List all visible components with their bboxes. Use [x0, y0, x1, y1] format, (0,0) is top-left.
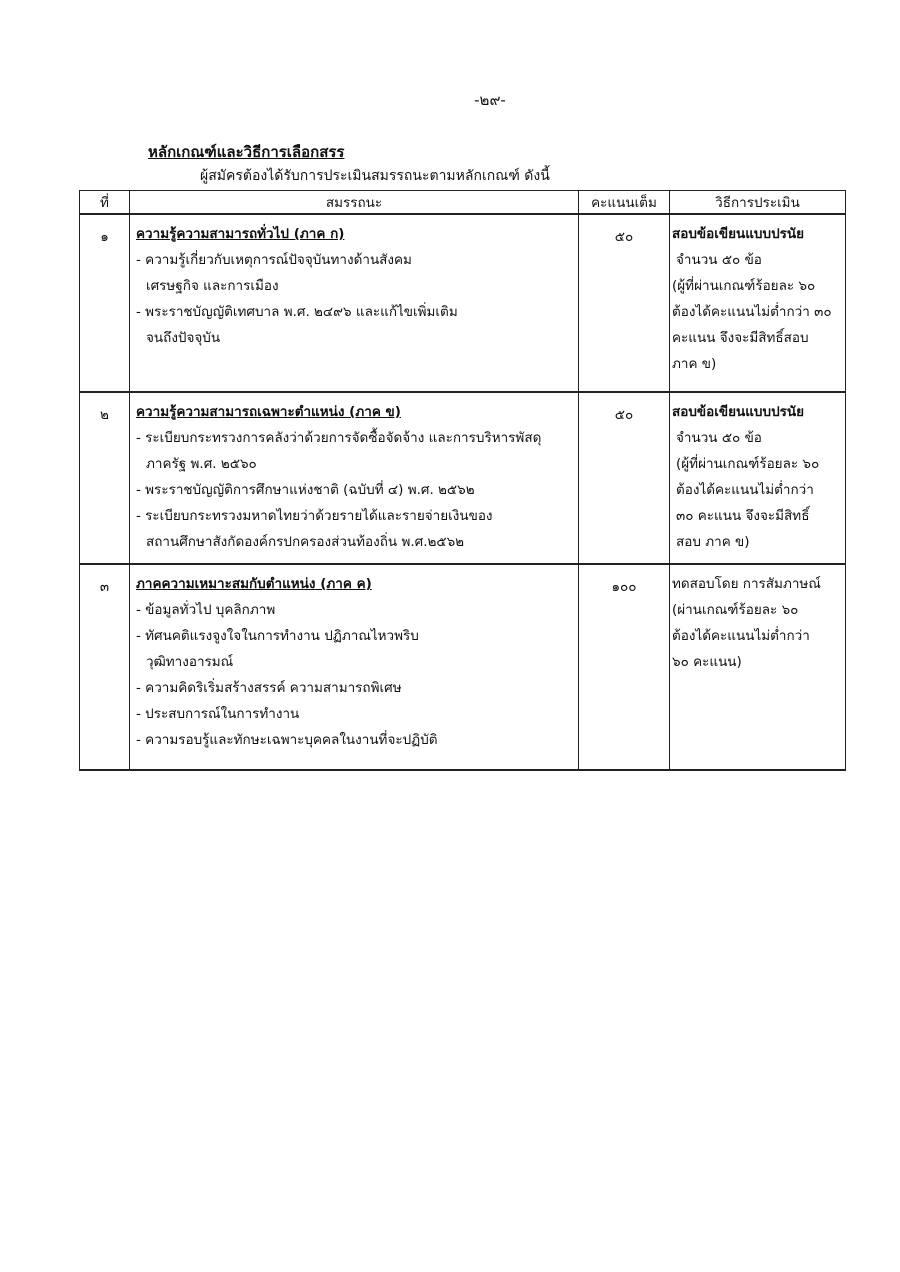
competency-cell	[130, 392, 579, 564]
competency-item: - ความคิดริเริ่มสร้างสรรค์ ความสามารถพิเศษ	[136, 680, 402, 696]
table-header-row	[80, 191, 846, 215]
competency-item: - ความรู้เกี่ยวกับเหตุการณ์ปัจจุบันทางด้านสังคม	[136, 252, 412, 268]
section-title: หลักเกณฑ์และวิธีการเลือกสรร	[148, 143, 345, 161]
competency-item: สถานศึกษาสังกัดองค์กรปกครองส่วนท้องถิ่น พ.ศ.๒๕๖๒	[146, 534, 465, 550]
row-number: ๒	[80, 392, 130, 564]
table-row	[80, 564, 846, 770]
criteria-table	[79, 190, 846, 771]
competency-item: - ทัศนคติแรงจูงใจในการทำงาน ปฏิภาณไหวพริบ	[136, 628, 419, 644]
competency-item: - ความรอบรู้และทักษะเฉพาะบุคคลในงานที่จะปฏิบัติ	[136, 732, 438, 748]
method-title: สอบข้อเขียนแบบปรนัย	[672, 226, 805, 242]
competency-item: ภาครัฐ พ.ศ. ๒๕๖๐	[146, 456, 257, 472]
method-line: ต้องได้คะแนนไม่ต่ำกว่า	[676, 482, 814, 498]
method-line: ๖๐ คะแนน)	[672, 654, 742, 670]
competency-title: ความรู้ความสามารถทั่วไป (ภาค ก)	[136, 226, 345, 242]
competency-item: - ประสบการณ์ในการทำงาน	[136, 706, 300, 722]
full-score: ๕๐	[579, 214, 670, 392]
competency-title: ภาคความเหมาะสมกับตำแหน่ง (ภาค ค)	[136, 576, 372, 592]
header-competency: สมรรถนะ	[130, 191, 579, 215]
competency-item: เศรษฐกิจ และการเมือง	[146, 278, 279, 294]
method-line: คะแนน จึงจะมีสิทธิ์สอบ	[672, 330, 809, 346]
method-line: ทดสอบโดย การสัมภาษณ์	[672, 576, 821, 592]
competency-item: - ระเบียบกระทรวงการคลังว่าด้วยการจัดซื้อจัดจ้าง และการบริหารพัสดุ	[136, 430, 542, 446]
method-line: ๓๐ คะแนน จึงจะมีสิทธิ์	[676, 508, 810, 524]
method-line: ต้องได้คะแนนไม่ต่ำกว่า ๓๐	[672, 304, 832, 320]
competency-item: วุฒิทางอารมณ์	[146, 654, 234, 670]
competency-item: - ข้อมูลทั่วไป บุคลิกภาพ	[136, 602, 276, 618]
method-line: (ผู้ที่ผ่านเกณฑ์ร้อยละ ๖๐	[676, 456, 820, 472]
header-full-score: คะแนนเต็ม	[579, 191, 670, 215]
competency-item: จนถึงปัจจุบัน	[146, 330, 221, 346]
full-score: ๑๐๐	[579, 564, 670, 770]
competency-cell	[130, 214, 579, 392]
method-line: จำนวน ๕๐ ข้อ	[676, 252, 762, 268]
intro-text: ผู้สมัครต้องได้รับการประเมินสมรรถนะตามหลักเกณฑ์ ดังนี้	[200, 168, 550, 184]
header-no: ที่	[80, 191, 130, 215]
row-number: ๑	[80, 214, 130, 392]
method-title: สอบข้อเขียนแบบปรนัย	[672, 404, 805, 420]
competency-item: - พระราชบัญญัติเทศบาล พ.ศ. ๒๔๙๖ และแก้ไขเพิ่มเติม	[136, 304, 458, 320]
competency-item: - พระราชบัญญัติการศึกษาแห่งชาติ (ฉบับที่ ๔) พ.ศ. ๒๕๖๒	[136, 482, 475, 498]
method-cell	[670, 564, 846, 770]
competency-cell	[130, 564, 579, 770]
method-line: (ผ่านเกณฑ์ร้อยละ ๖๐	[672, 602, 799, 618]
method-line: ต้องได้คะแนนไม่ต่ำกว่า	[672, 628, 810, 644]
method-cell	[670, 214, 846, 392]
competency-title: ความรู้ความสามารถเฉพาะตำแหน่ง (ภาค ข)	[136, 404, 401, 420]
row-number: ๓	[80, 564, 130, 770]
table-row	[80, 214, 846, 392]
table-row	[80, 392, 846, 564]
method-line: ภาค ข)	[672, 356, 717, 372]
method-line: สอบ ภาค ข)	[676, 534, 750, 550]
competency-item: - ระเบียบกระทรวงมหาดไทยว่าด้วยรายได้และรายจ่ายเงินของ	[136, 508, 493, 524]
method-line: จำนวน ๕๐ ข้อ	[676, 430, 762, 446]
full-score: ๕๐	[579, 392, 670, 564]
method-cell	[670, 392, 846, 564]
page-number: -๒๙-	[474, 91, 506, 109]
header-method: วิธีการประเมิน	[670, 191, 846, 215]
method-line: (ผู้ที่ผ่านเกณฑ์ร้อยละ ๖๐	[672, 278, 816, 294]
